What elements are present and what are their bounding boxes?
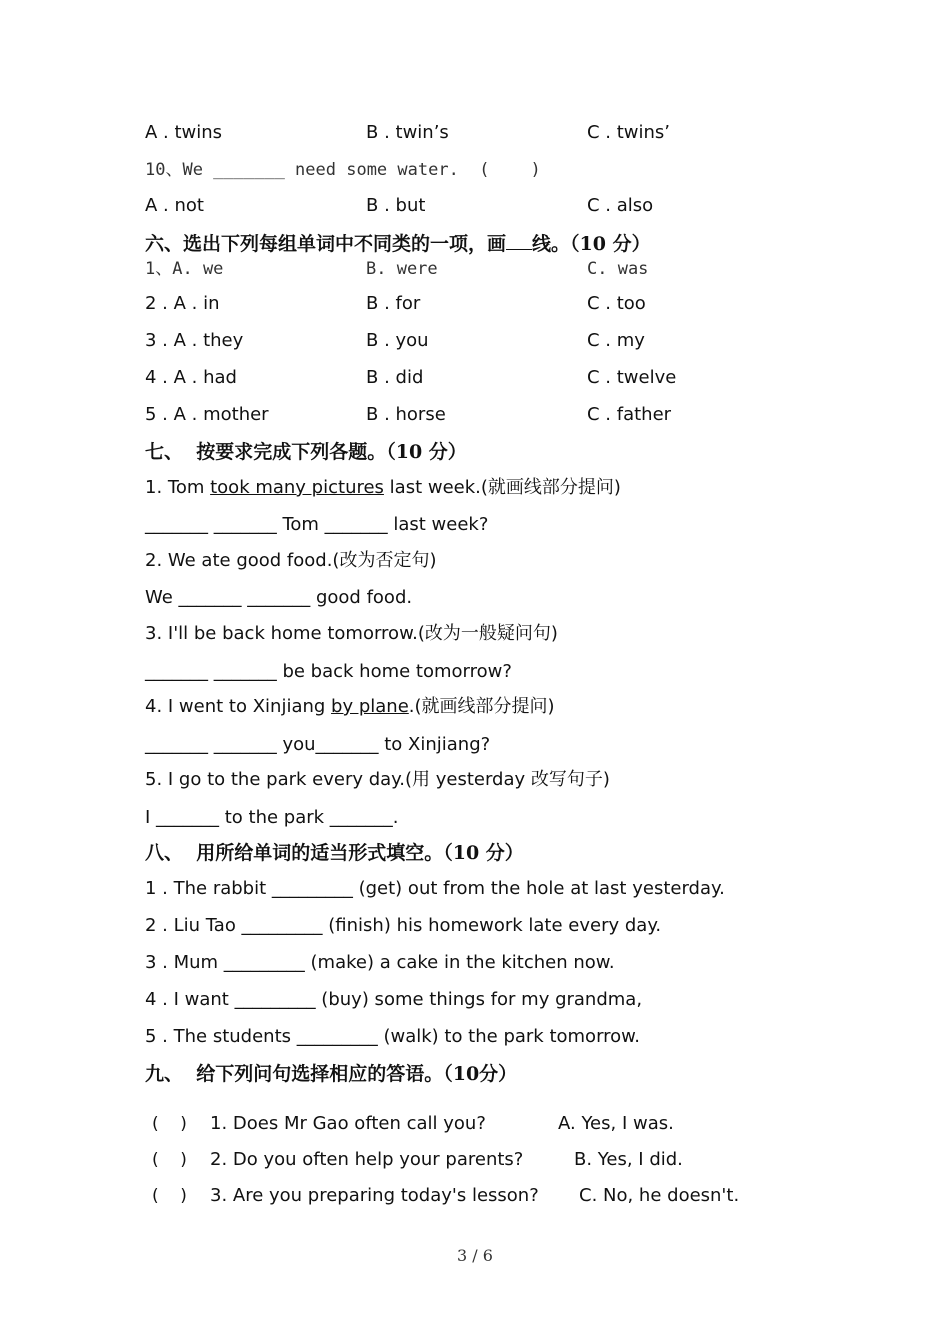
section6-row5-c: C . father (587, 404, 672, 425)
section7-q1-post: last week.(就画线部分提问) (383, 477, 621, 498)
section7-answer2: We _______ _______ good food. (145, 587, 413, 608)
section6-row4-c: C . twelve (587, 367, 677, 388)
q10-option-c: C . also (587, 195, 654, 216)
section7-answer1: _______ _______ Tom _______ last week? (145, 514, 489, 535)
q9-option-a: A . twins (145, 122, 223, 143)
q10-stem: 10、We _______ need some water. ( ) (145, 160, 541, 180)
section6-row2-a: 2 . A . in (145, 293, 220, 314)
q10-option-a: A . not (145, 195, 204, 216)
section9-answer-a: A. Yes, I was. (558, 1113, 674, 1134)
section7-answer5: I _______ to the park _______. (145, 807, 399, 828)
section7-q4-underlined: by plane (331, 696, 409, 717)
section9-question3: 3. Are you preparing today's lesson? (210, 1185, 539, 1206)
section7-q3: 3. I'll be back home tomorrow.(改为一般疑问句) (145, 623, 558, 644)
section8-item4: 4 . I want _________ (buy) some things for my grandma, (145, 989, 643, 1010)
section6-heading (145, 233, 651, 254)
section6-row4-a: 4 . A . had (145, 367, 237, 388)
section9-answer-b: B. Yes, I did. (574, 1149, 683, 1170)
section6-heading-pre: 六、选出下列每组单词中不同类的一项，画 (145, 233, 507, 255)
section6-row3-c: C . my (587, 330, 645, 351)
section6-row3-b: B . you (366, 330, 429, 351)
section6-row1-c: C. was (587, 259, 649, 279)
page-number: 3 / 6 (457, 1246, 493, 1265)
section9-paren1: ( ) (152, 1114, 187, 1134)
section6-row1-a: 1、A. we (145, 259, 224, 279)
section6-row3-a: 3 . A . they (145, 330, 244, 351)
section8-item3: 3 . Mum _________ (make) a cake in the kitchen now. (145, 952, 615, 973)
section9-answer-c: C. No, he doesn't. (579, 1185, 740, 1206)
section6-row1-b: B. were (366, 259, 438, 279)
section6-row2-c: C . too (587, 293, 646, 314)
section7-q1-underlined: took many pictures (210, 477, 384, 498)
section6-row2-b: B . for (366, 293, 421, 314)
section8-item5: 5 . The students _________ (walk) to the park tomorrow. (145, 1026, 640, 1047)
section6-heading-blank (506, 233, 532, 250)
section8-item2: 2 . Liu Tao _________ (finish) his homework late every day. (145, 915, 662, 936)
section8-item1: 1 . The rabbit _________ (get) out from the hole at last yesterday. (145, 878, 725, 899)
section7-q4 (145, 698, 555, 716)
section7-q1-pre: 1. Tom (145, 477, 211, 498)
q9-option-c: C . twins’ (587, 122, 671, 143)
section9-question1: 1. Does Mr Gao often call you? (210, 1113, 486, 1134)
section6-heading-post: 线。（10 分） (532, 233, 651, 255)
section7-answer3: _______ _______ be back home tomorrow? (145, 661, 512, 682)
section8-heading: 八、 用所给单词的适当形式填空。（10 分） (145, 842, 524, 864)
section7-q5: 5. I go to the park every day.(用 yesterday 改写句子) (145, 769, 610, 790)
section9-paren3: ( ) (152, 1186, 187, 1206)
section9-question2: 2. Do you often help your parents? (210, 1149, 524, 1170)
section6-row4-b: B . did (366, 367, 424, 388)
section6-row5-a: 5 . A . mother (145, 404, 269, 425)
section7-q2: 2. We ate good food.(改为否定句) (145, 550, 437, 571)
section7-heading: 七、 按要求完成下列各题。（10 分） (145, 441, 467, 463)
section9-heading: 九、 给下列问句选择相应的答语。（10分） (145, 1063, 518, 1085)
section7-answer4: _______ _______ you_______ to Xinjiang? (145, 734, 491, 755)
section7-q1 (145, 479, 621, 497)
q9-option-b: B . twin’s (366, 122, 449, 143)
section7-q4-pre: 4. I went to Xinjiang (145, 696, 332, 717)
section6-row5-b: B . horse (366, 404, 446, 425)
section9-paren2: ( ) (152, 1150, 187, 1170)
q10-option-b: B . but (366, 195, 426, 216)
section7-q4-post: .(就画线部分提问) (408, 696, 555, 717)
